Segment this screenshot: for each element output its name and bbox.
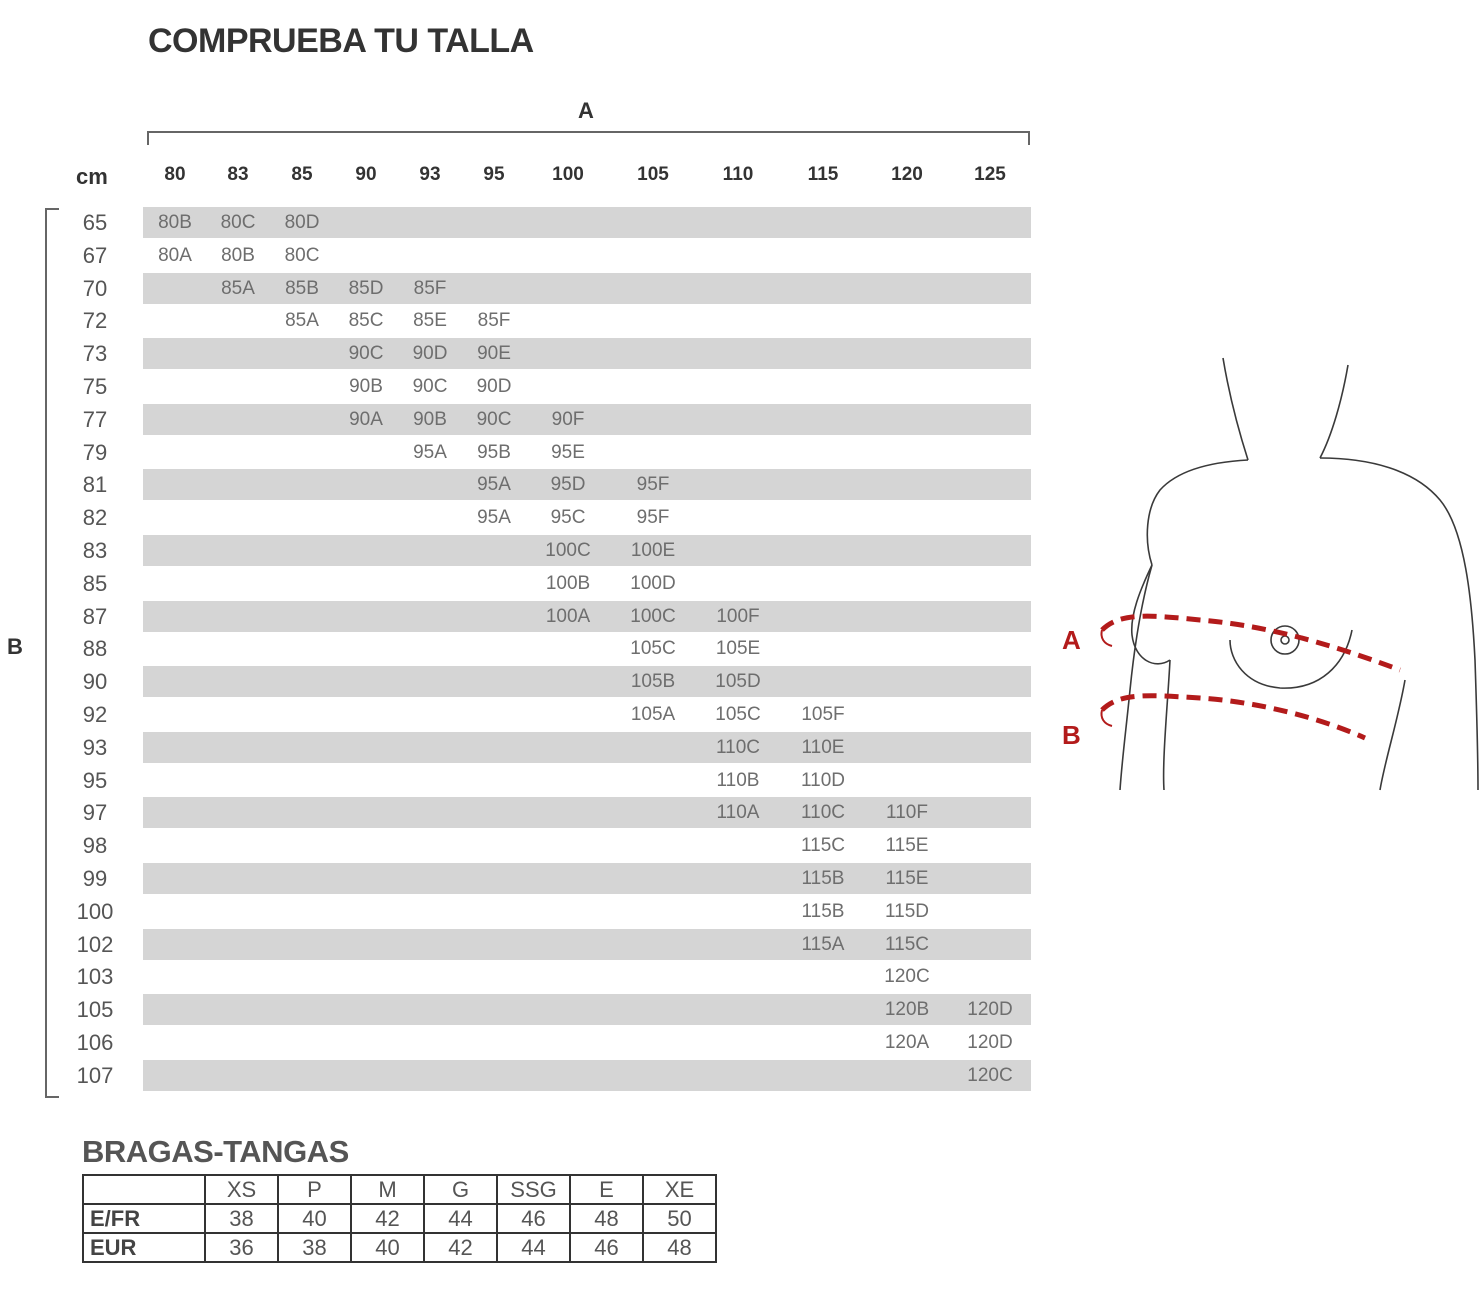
size-cell: 95F <box>636 474 670 496</box>
size-cell: 105E <box>715 638 761 660</box>
size-cell: 95B <box>477 441 511 463</box>
table-row <box>0 337 1040 370</box>
column-header: 105 <box>637 164 669 185</box>
size-cell: 85F <box>477 310 511 332</box>
size-cell: 100D <box>630 572 676 594</box>
size-cell: 105C <box>715 704 761 725</box>
size-cell: 85D <box>348 277 384 299</box>
measure-marker-a: A <box>1062 625 1081 655</box>
size-cell: 115D <box>884 900 929 922</box>
row-label: 99 <box>82 866 108 891</box>
row-label: 83 <box>82 538 108 563</box>
panty-cell: 44 <box>424 1204 497 1233</box>
size-cell: 110A <box>716 802 760 824</box>
row-label: 102 <box>76 931 114 957</box>
size-cell: 115B <box>801 900 845 922</box>
row-band <box>143 666 1031 697</box>
size-cell: 120C <box>967 1064 1013 1086</box>
panty-header-cell: XS <box>205 1175 278 1204</box>
table-row <box>0 895 1040 928</box>
size-cell: 80B <box>221 244 255 266</box>
row-label: 100 <box>76 898 114 924</box>
panty-cell: 36 <box>205 1233 278 1262</box>
axis-a-bracket <box>147 131 1030 145</box>
size-cell: 120D <box>967 999 1013 1021</box>
panty-cell: 48 <box>643 1233 716 1262</box>
row-label: 79 <box>82 439 108 465</box>
panty-row-label: EUR <box>83 1233 205 1262</box>
table-row <box>0 993 1040 1026</box>
column-header: 85 <box>291 164 313 185</box>
size-cell: 100A <box>545 605 591 627</box>
column-header: 110 <box>722 164 754 185</box>
table-row <box>0 764 1040 797</box>
column-header: 95 <box>483 164 505 185</box>
panty-header-corner <box>83 1175 205 1204</box>
size-cell: 95A <box>477 507 511 529</box>
row-label: 97 <box>82 800 108 826</box>
row-label: 92 <box>82 702 108 727</box>
panty-header-cell: SSG <box>497 1175 570 1204</box>
table-row <box>0 829 1040 862</box>
row-label: 81 <box>82 472 108 498</box>
size-cell: 80C <box>284 244 320 266</box>
size-cell: 115C <box>800 835 845 857</box>
size-cell: 80B <box>158 212 192 233</box>
row-label: 70 <box>82 275 108 301</box>
size-cell: 90C <box>476 408 512 430</box>
panty-cell: 40 <box>278 1204 351 1233</box>
size-cell: 90A <box>349 408 383 430</box>
size-cell: 120D <box>967 1032 1013 1053</box>
size-cell: 120C <box>884 966 930 988</box>
table-row <box>0 928 1040 961</box>
row-label: 95 <box>82 767 108 793</box>
table-row <box>0 403 1040 436</box>
size-cell: 120A <box>884 1032 930 1053</box>
size-cell: 110E <box>801 736 845 758</box>
size-cell: 100C <box>545 540 591 561</box>
size-cell: 85A <box>221 277 255 299</box>
panty-header-cell: P <box>278 1175 351 1204</box>
row-label: 72 <box>82 308 108 334</box>
table-row <box>0 698 1040 731</box>
size-cell: 115C <box>884 933 929 955</box>
table-row <box>0 731 1040 764</box>
row-label: 85 <box>82 570 108 596</box>
panty-table-title: BRAGAS-TANGAS <box>82 1134 349 1169</box>
row-label: 88 <box>82 636 108 662</box>
size-cell: 105F <box>801 704 845 725</box>
row-label: 82 <box>82 505 108 531</box>
size-cell: 110F <box>886 802 928 824</box>
size-cell: 90F <box>551 408 585 430</box>
size-cell: 100C <box>630 605 676 627</box>
size-cell: 80C <box>220 212 256 233</box>
panty-header-row <box>83 1175 716 1204</box>
size-cell: 95A <box>477 474 511 496</box>
size-cell: 110C <box>800 802 845 824</box>
column-header: 93 <box>419 164 441 185</box>
table-row <box>0 272 1040 305</box>
panty-row-eur <box>83 1233 716 1262</box>
column-header: 125 <box>974 164 1006 185</box>
size-cell: 105B <box>630 671 676 693</box>
panty-cell: 44 <box>497 1233 570 1262</box>
size-cell: 90D <box>476 376 512 397</box>
row-band <box>143 1060 1031 1091</box>
row-label: 87 <box>82 603 108 629</box>
size-cell: 85E <box>413 310 447 332</box>
size-cell: 95F <box>636 507 670 529</box>
column-header: 80 <box>164 164 186 185</box>
column-header: 90 <box>355 164 377 185</box>
row-label: 75 <box>82 374 108 399</box>
size-cell: 85B <box>285 277 319 299</box>
size-cell: 105A <box>630 704 676 725</box>
size-cell: 90E <box>477 343 511 365</box>
size-cell: 95C <box>550 507 586 529</box>
axis-a-label: A <box>578 98 594 123</box>
table-row <box>0 1026 1040 1059</box>
row-label: 98 <box>82 833 108 859</box>
row-label: 67 <box>82 242 108 268</box>
size-cell: 105D <box>715 671 761 693</box>
size-cell: 110C <box>715 736 760 758</box>
size-cell: 80D <box>284 212 320 233</box>
size-cell: 100F <box>716 605 760 627</box>
size-cell: 80A <box>158 244 192 266</box>
column-header: 83 <box>227 164 249 185</box>
size-cell: 95A <box>413 441 447 463</box>
table-row <box>0 796 1040 829</box>
size-cell: 90D <box>412 343 448 365</box>
row-label: 105 <box>76 997 114 1023</box>
row-band <box>143 338 1031 369</box>
size-cell: 115B <box>801 868 845 889</box>
table-row <box>0 665 1040 698</box>
table-row <box>0 534 1040 567</box>
table-row <box>0 239 1040 272</box>
panty-header-cell: M <box>351 1175 424 1204</box>
row-label: 107 <box>76 1062 114 1088</box>
table-row <box>0 960 1040 993</box>
size-cell: 120B <box>884 999 930 1021</box>
table-row <box>0 304 1040 337</box>
panty-cell: 38 <box>278 1233 351 1262</box>
size-cell: 115E <box>885 868 929 889</box>
column-header: 120 <box>891 164 923 185</box>
row-label: 103 <box>76 964 114 990</box>
row-label: 106 <box>76 1030 114 1055</box>
table-row <box>0 370 1040 403</box>
size-cell: 95D <box>550 474 586 496</box>
table-row <box>0 501 1040 534</box>
size-cell: 115A <box>801 933 845 955</box>
panty-cell: 40 <box>351 1233 424 1262</box>
torso-measurement-icon <box>1080 340 1480 840</box>
row-band <box>143 732 1031 763</box>
measure-marker-b: B <box>1062 720 1081 750</box>
table-row <box>0 600 1040 633</box>
panty-header-cell: G <box>424 1175 497 1204</box>
table-row <box>0 468 1040 501</box>
table-row <box>0 632 1040 665</box>
row-label: 93 <box>82 734 108 760</box>
size-cell: 100B <box>545 572 591 594</box>
measure-line-a <box>1102 616 1400 670</box>
size-cell: 110B <box>716 769 760 791</box>
panty-cell: 42 <box>424 1233 497 1262</box>
panty-header-cell: XE <box>643 1175 716 1204</box>
panty-cell: 46 <box>497 1204 570 1233</box>
panty-size-table <box>82 1174 717 1263</box>
size-cell: 85C <box>348 310 384 332</box>
panty-cell: 42 <box>351 1204 424 1233</box>
row-label: 90 <box>82 669 108 695</box>
size-cell: 90C <box>348 343 384 365</box>
column-header: 100 <box>552 164 584 185</box>
table-row <box>0 1059 1040 1092</box>
axis-b-label: B <box>7 634 23 659</box>
size-cell: 105C <box>630 638 676 660</box>
row-label: 77 <box>82 406 108 432</box>
panty-cell: 48 <box>570 1204 643 1233</box>
panty-cell: 50 <box>643 1204 716 1233</box>
size-cell: 90B <box>413 408 447 430</box>
size-cell: 100E <box>630 540 676 561</box>
panty-row-efr <box>83 1204 716 1233</box>
column-header: 115 <box>807 164 839 185</box>
unit-label: cm <box>76 164 108 189</box>
panty-cell: 46 <box>570 1233 643 1262</box>
table-row <box>0 567 1040 600</box>
panty-header-cell: E <box>570 1175 643 1204</box>
row-label: 65 <box>82 210 108 235</box>
size-cell: 115E <box>885 835 929 857</box>
size-cell: 95E <box>551 441 585 463</box>
size-cell: 85A <box>285 310 319 332</box>
table-row <box>0 436 1040 469</box>
panty-row-label: E/FR <box>83 1204 205 1233</box>
row-label: 73 <box>82 341 108 367</box>
measure-line-b <box>1102 696 1365 738</box>
panty-cell: 38 <box>205 1204 278 1233</box>
table-row <box>0 862 1040 895</box>
table-row <box>0 206 1040 239</box>
page-title: COMPRUEBA TU TALLA <box>148 22 534 60</box>
size-cell: 90C <box>412 376 448 397</box>
size-cell: 90B <box>349 376 383 397</box>
size-cell: 85F <box>413 277 447 299</box>
size-cell: 110D <box>800 769 845 791</box>
